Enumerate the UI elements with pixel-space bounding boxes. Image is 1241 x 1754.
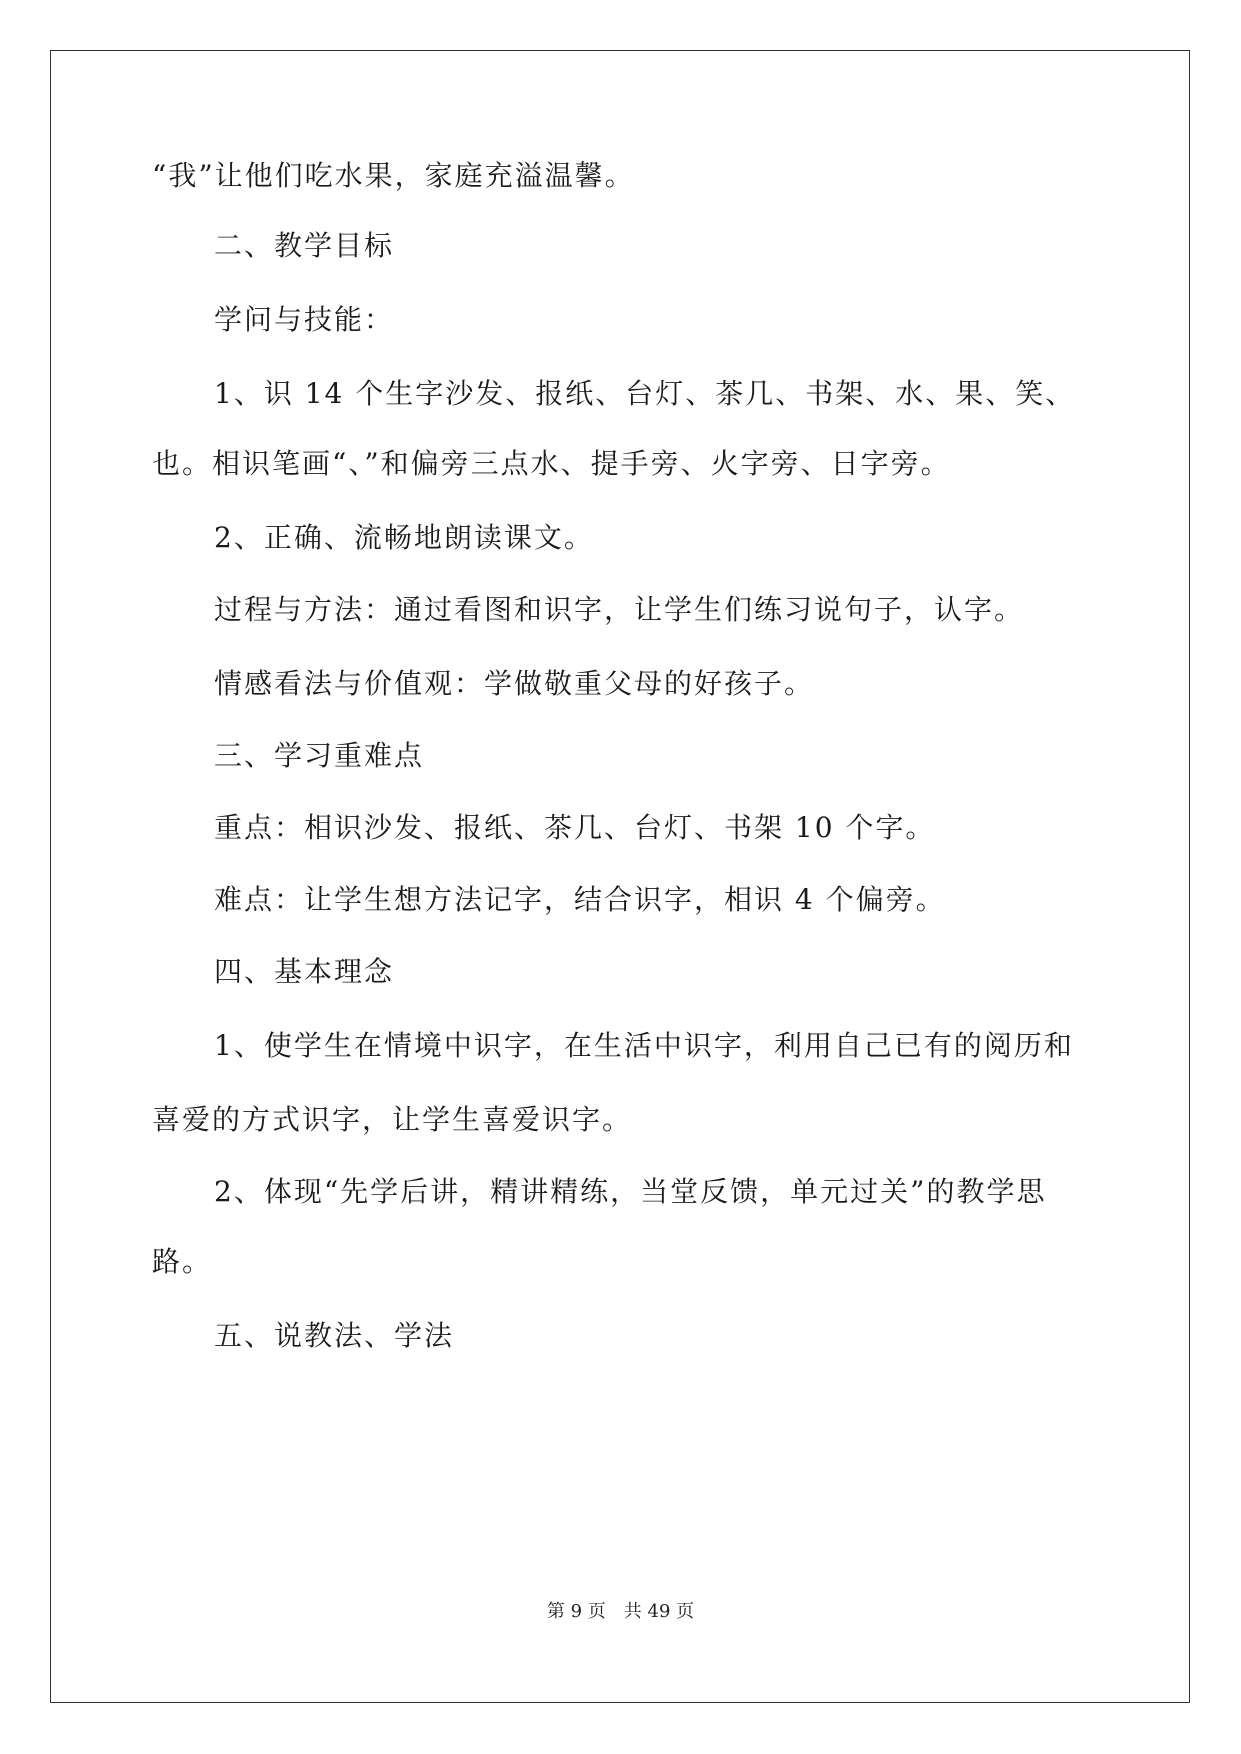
text-line: 也。相识笔画“、”和偏旁三点水、提手旁、火字旁、日字旁。 xyxy=(152,447,951,480)
text-line: 1、使学生在情境中识字，在生活中识字，利用自己已有的阅历和 xyxy=(214,1029,1074,1062)
text-line: 喜爱的方式识字，让学生喜爱识字。 xyxy=(152,1103,633,1136)
section-heading: 二、教学目标 xyxy=(214,229,395,262)
text-line: “我”让他们吃水果，家庭充溢温馨。 xyxy=(152,159,635,192)
page-total: 共 49 页 xyxy=(623,1601,695,1622)
section-heading: 四、基本理念 xyxy=(214,955,395,988)
section-heading: 五、说教法、学法 xyxy=(214,1319,455,1352)
text-line: 1、识 14 个生字沙发、报纸、台灯、茶几、书架、水、果、笑、 xyxy=(214,377,1076,410)
text-line: 难点：让学生想方法记字，结合识字，相识 4 个偏旁。 xyxy=(214,883,946,916)
text-line: 情感看法与价值观：学做敬重父母的好孩子。 xyxy=(214,667,815,700)
section-heading: 三、学习重难点 xyxy=(214,739,425,772)
text-line: 路。 xyxy=(152,1245,213,1278)
text-line: 过程与方法：通过看图和识字，让学生们练习说句子，认字。 xyxy=(214,593,1025,626)
page-frame xyxy=(50,50,1190,1703)
text-line: 重点：相识沙发、报纸、茶几、台灯、书架 10 个字。 xyxy=(214,811,936,844)
page-number: 第 9 页 xyxy=(546,1601,606,1622)
text-line: 2、体现“先学后讲，精讲精练，当堂反馈，单元过关”的教学思 xyxy=(214,1175,1047,1208)
text-line: 2、正确、流畅地朗读课文。 xyxy=(214,521,594,554)
subheading: 学问与技能： xyxy=(214,303,395,336)
page-footer xyxy=(0,1600,1241,1624)
